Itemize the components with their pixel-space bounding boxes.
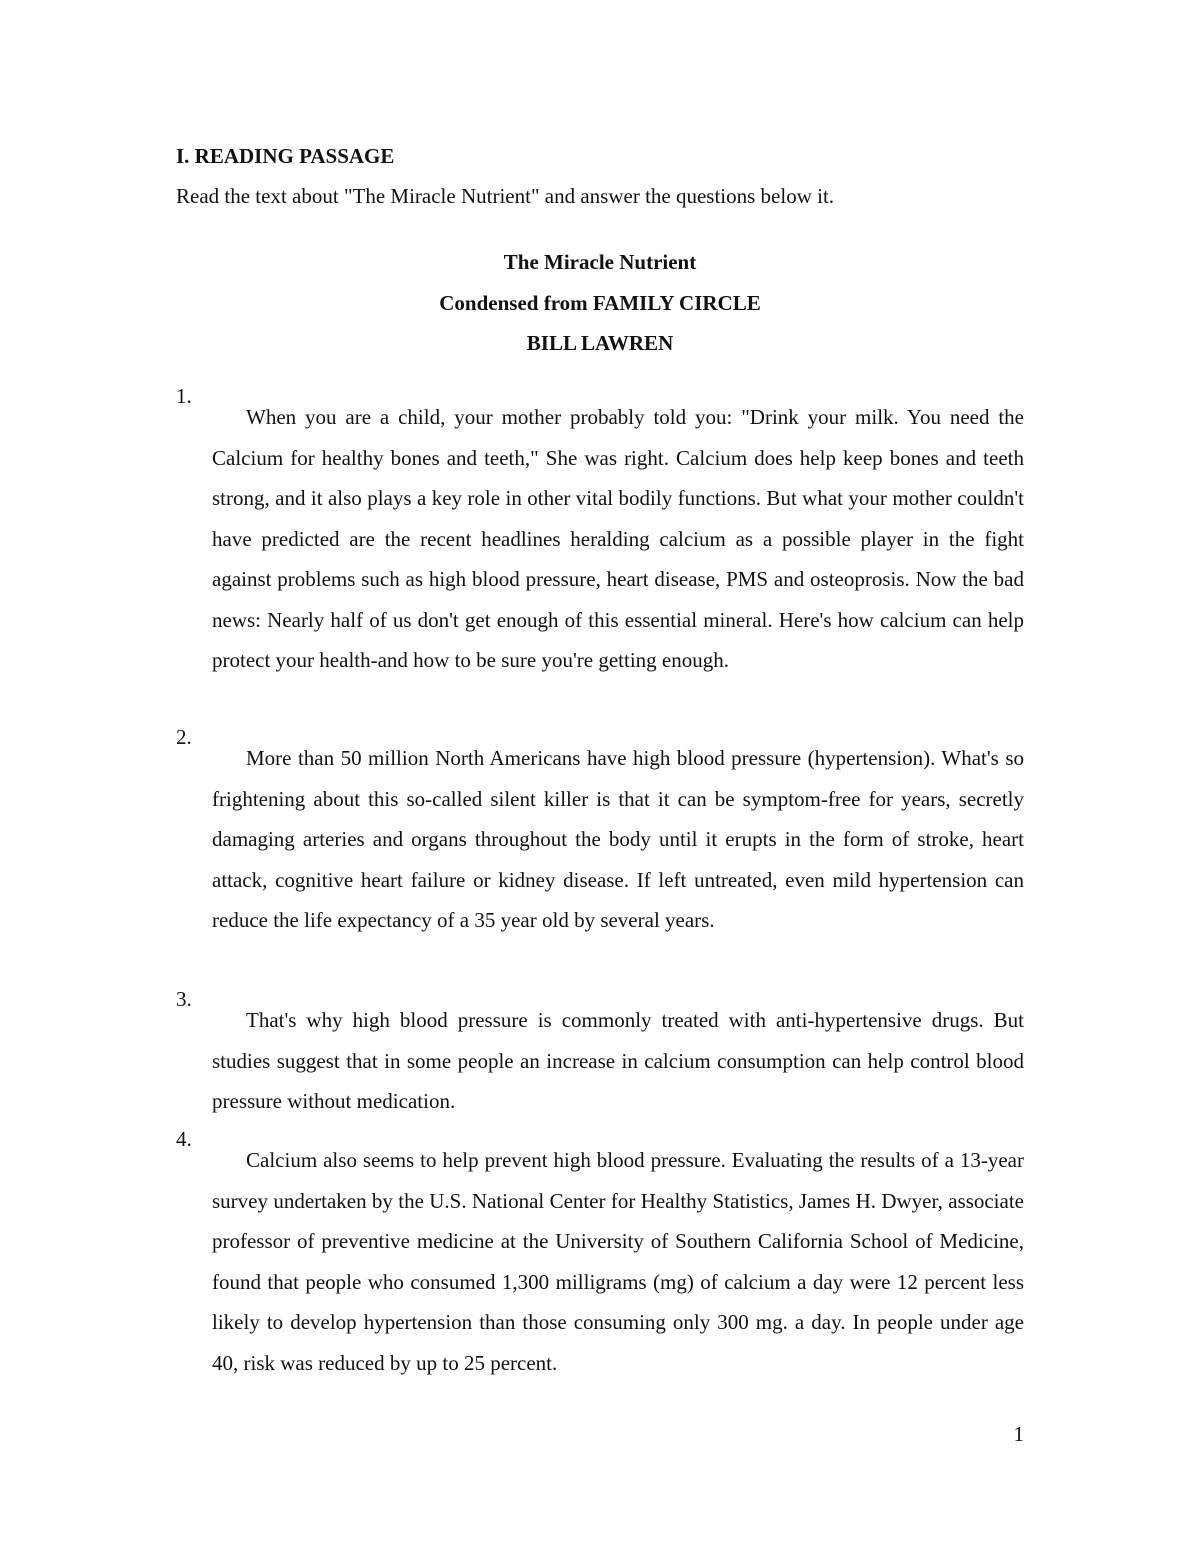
page-number: 1: [1013, 1422, 1024, 1446]
paragraph-number: 1.: [176, 384, 192, 408]
article-source: Condensed from FAMILY CIRCLE: [439, 290, 761, 315]
paragraph-text: That's why high blood pressure is commonly treated with anti-hypertensive drugs. But studies suggest that in some people an increase in calcium consumption can help control blood pressure without medication.: [212, 1008, 1024, 1113]
paragraph-number: 2.: [176, 725, 192, 749]
article-author: BILL LAWREN: [526, 331, 674, 355]
paragraph-text: Calcium also seems to help prevent high blood pressure. Evaluating the results of a 13-year survey undertaken by the U.S. National Center for Healthy Statistics, James H. Dwyer, associate professor of preventive medicine at the University of Southern California School of Medicine, found that people who consumed 1,300 milligrams (mg) of calcium a day were 12 percent less likely to develop hypertension than those consuming only 300 mg. a day. In people under age 40, risk was reduced by up to 25 percent.: [212, 1148, 1024, 1375]
paragraph-4: [176, 1119, 1024, 1404]
instruction-text: Read the text about "The Miracle Nutrient" and answer the questions below it.: [176, 184, 835, 208]
article-title-block: [176, 242, 1024, 364]
paragraph-1: [176, 376, 1024, 702]
paragraph-text: When you are a child, your mother probably told you: "Drink your milk. You need the Calcium for healthy bones and teeth," She was right. Calcium does help keep bones and teeth strong, and it also plays a key role in other vital bodily functions. But what your mother couldn't have predicted are the recent headlines heralding calcium as a possible player in the fight against problems such as high blood pressure, heart disease, PMS and osteoprosis. Now the bad news: Nearly half of us don't get enough of this essential mineral. Here's how calcium can help protect your health-and how to be sure you're getting enough.: [212, 405, 1024, 672]
paragraph-2: [176, 717, 1024, 962]
article-title: The Miracle Nutrient: [503, 250, 697, 274]
paragraph-number: 3.: [176, 987, 192, 1011]
paragraph-3: [176, 979, 1024, 1143]
paragraph-number: 4.: [176, 1127, 192, 1151]
paragraph-text: More than 50 million North Americans have high blood pressure (hypertension). What's so frightening about this so-called silent killer is that it can be symptom-free for years, secretly damaging arteries and organs throughout the body until it erupts in the form of stroke, heart attack, cognitive heart failure or kidney disease. If left untreated, even mild hypertension can reduce the life expectancy of a 35 year old by several years.: [212, 746, 1024, 932]
section-heading: I. READING PASSAGE: [176, 144, 395, 168]
